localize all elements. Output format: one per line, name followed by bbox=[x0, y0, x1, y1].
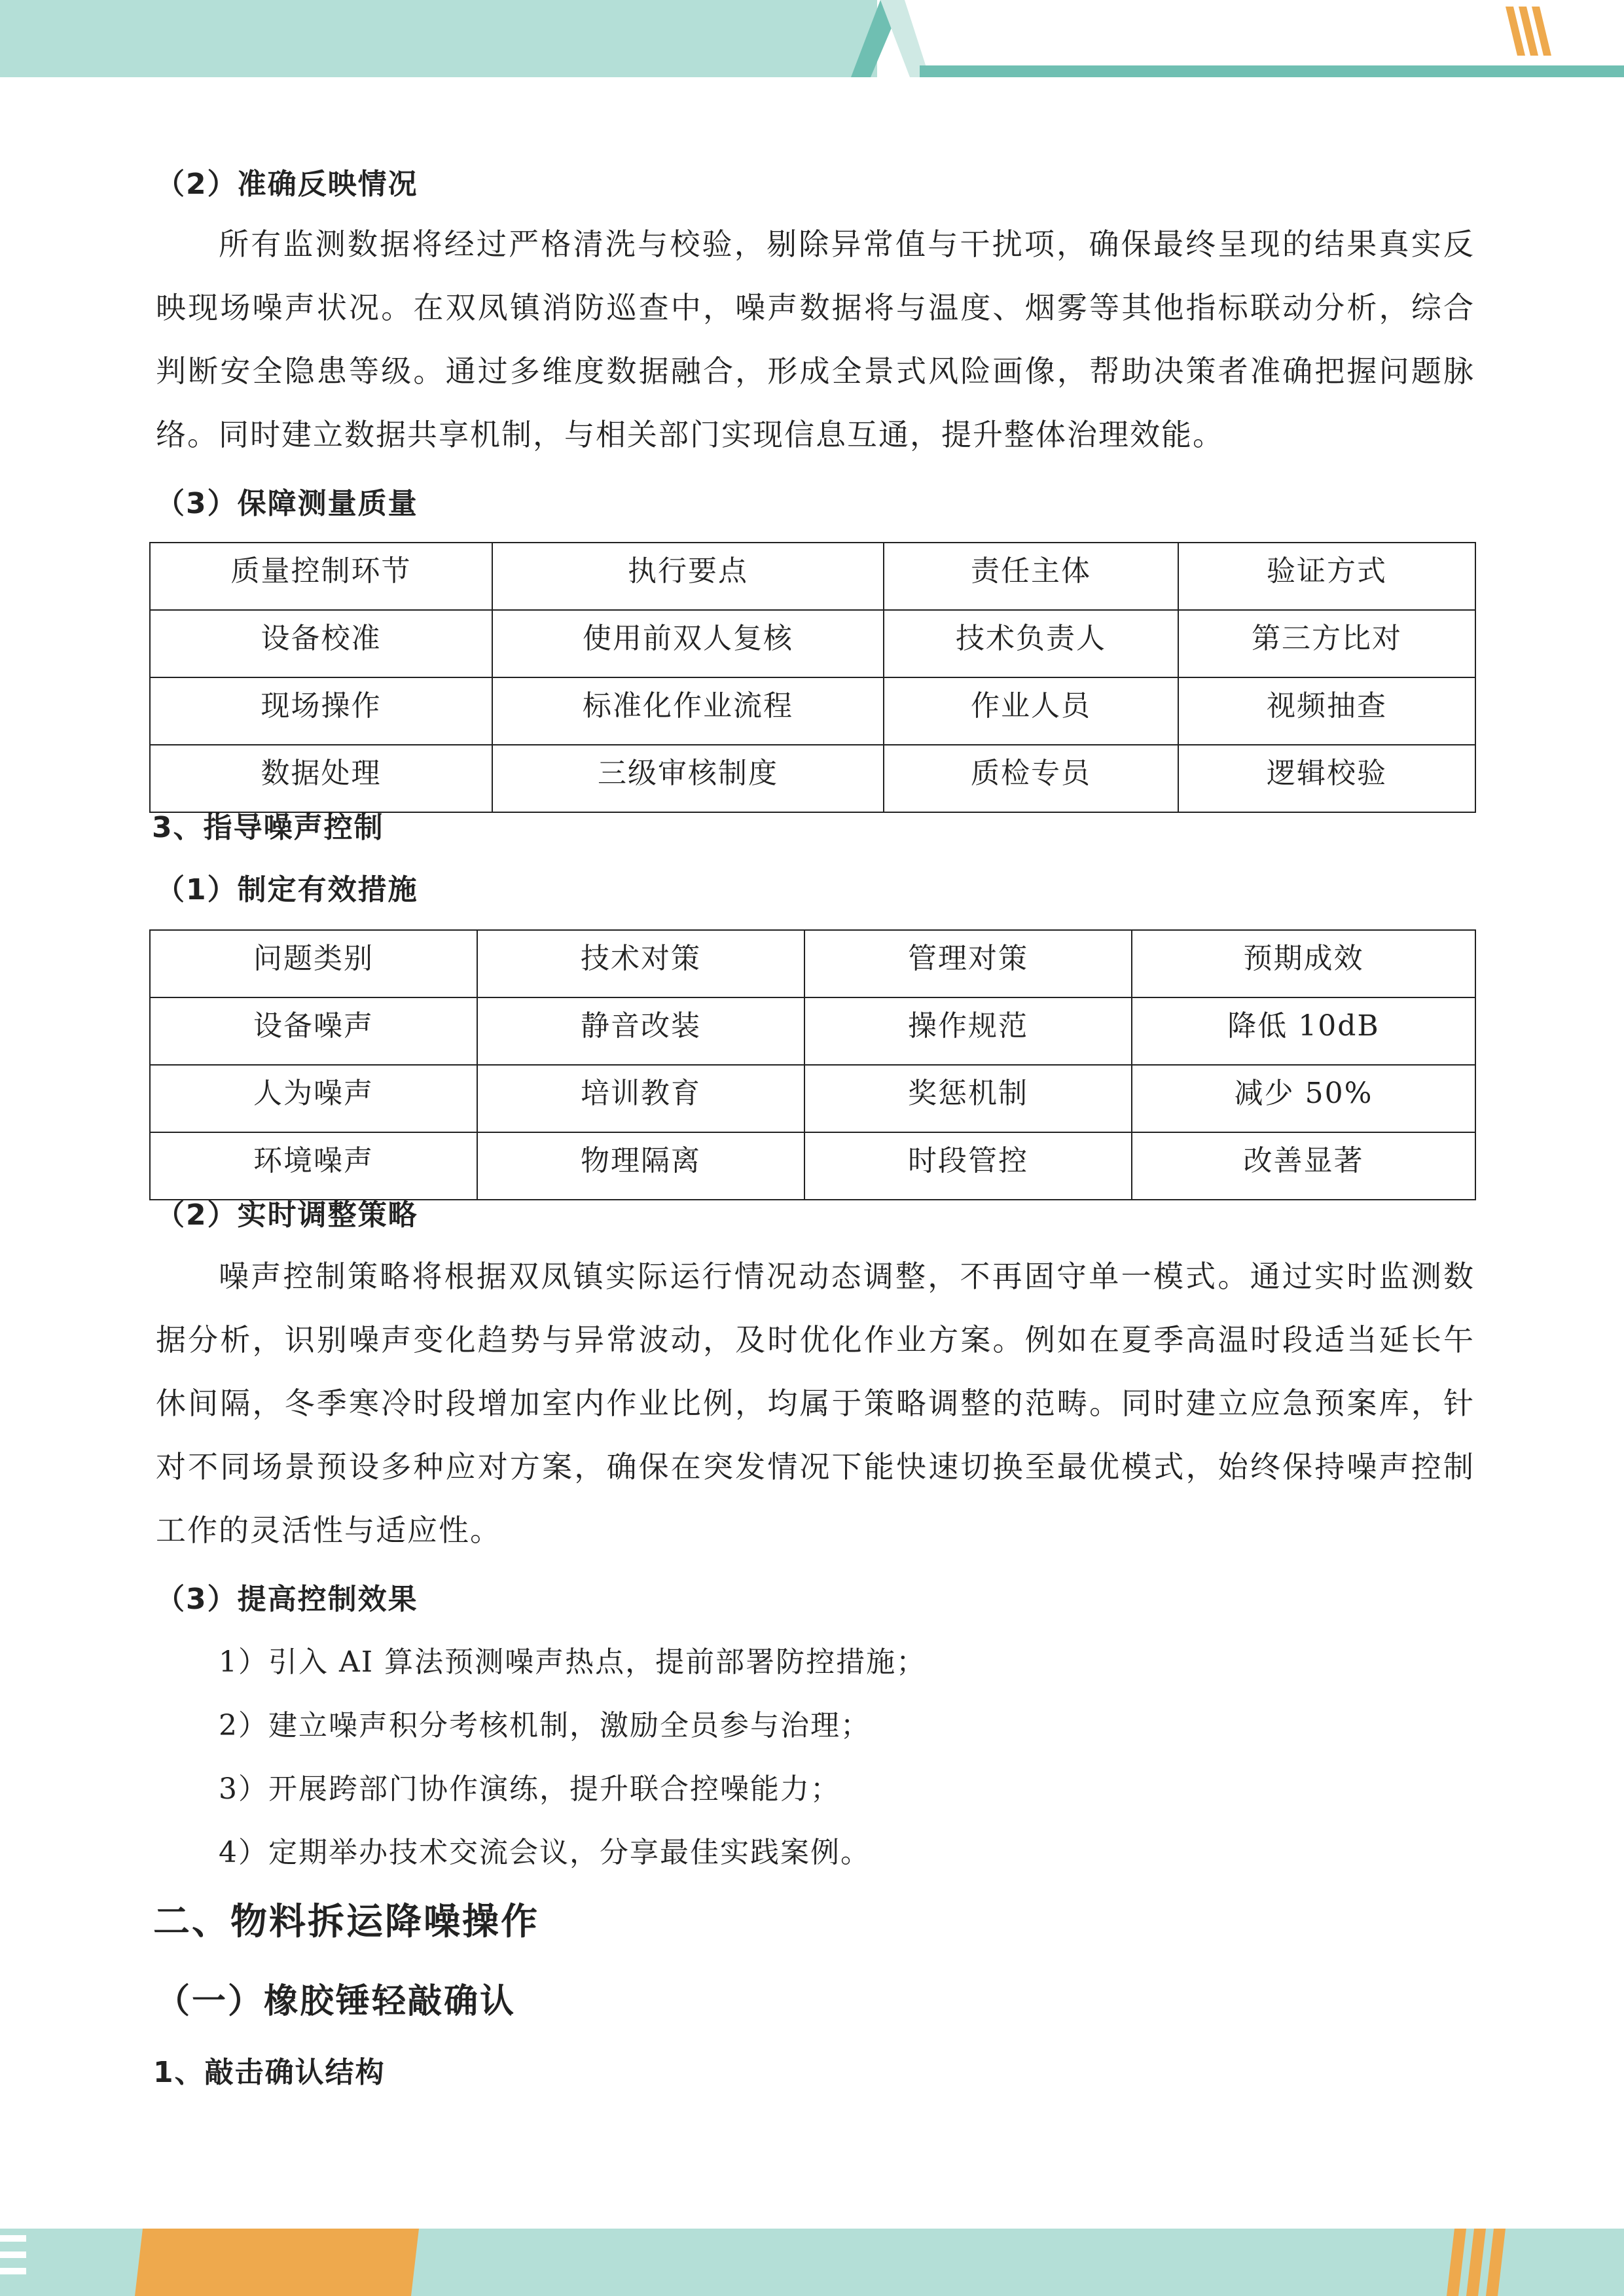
table-header-cell: 执行要点 bbox=[492, 543, 884, 610]
table-header-row bbox=[150, 543, 1475, 610]
table-cell: 逻辑校验 bbox=[1178, 745, 1475, 812]
quality-table bbox=[149, 542, 1476, 813]
table-header-cell: 责任主体 bbox=[884, 543, 1178, 610]
table-row bbox=[150, 1132, 1475, 1200]
footer-banner bbox=[0, 2229, 1624, 2296]
slash-stripes-icon bbox=[1506, 7, 1551, 56]
paragraph: 噪声控制策略将根据双凤镇实际运行情况动态调整，不再固守单一模式。通过实时监测数据分析，识别噪声变化趋势与异常波动，及时优化作业方案。例如在夏季高温时段适当延长午休间隔，冬季寒冷时段增加室内作业比例，均属于策略调整的范畴。同时建立应急预案库，针对不同场景预设多种应对方案，确保在突发情况下能快速切换至最优模式，始终保持噪声控制工作的灵活性与适应性。 bbox=[156, 1259, 1475, 1548]
table-row bbox=[150, 997, 1475, 1065]
table-header-cell: 技术对策 bbox=[477, 930, 804, 997]
section-heading: （2）实时调整策略 bbox=[156, 1198, 418, 1232]
subchapter-heading: （一）橡胶锤轻敲确认 bbox=[156, 1982, 516, 2021]
table-cell: 静音改装 bbox=[477, 997, 804, 1065]
table-cell: 物理隔离 bbox=[477, 1132, 804, 1200]
table-cell: 视频抽查 bbox=[1178, 677, 1475, 745]
table-cell: 技术负责人 bbox=[884, 610, 1178, 677]
table-cell: 减少 50% bbox=[1132, 1065, 1475, 1132]
measures-table bbox=[149, 929, 1476, 1200]
table-row bbox=[150, 1065, 1475, 1132]
table-header-cell: 预期成效 bbox=[1132, 930, 1475, 997]
table-cell: 培训教育 bbox=[477, 1065, 804, 1132]
table-header-cell: 验证方式 bbox=[1178, 543, 1475, 610]
table-header-row bbox=[150, 930, 1475, 997]
slash-stripes-icon bbox=[1447, 2229, 1506, 2296]
table-cell: 标准化作业流程 bbox=[492, 677, 884, 745]
table-header-cell: 问题类别 bbox=[150, 930, 477, 997]
table-row bbox=[150, 677, 1475, 745]
table-cell: 作业人员 bbox=[884, 677, 1178, 745]
table-cell: 使用前双人复核 bbox=[492, 610, 884, 677]
table-cell: 现场操作 bbox=[150, 677, 492, 745]
table-cell: 时段管控 bbox=[804, 1132, 1132, 1200]
section-heading: （3）保障测量质量 bbox=[156, 487, 418, 520]
table-row bbox=[150, 610, 1475, 677]
table-header-cell: 质量控制环节 bbox=[150, 543, 492, 610]
table-cell: 降低 10dB bbox=[1132, 997, 1475, 1065]
table-cell: 人为噪声 bbox=[150, 1065, 477, 1132]
table-row bbox=[150, 745, 1475, 812]
section-heading: （1）制定有效措施 bbox=[156, 873, 418, 906]
section-heading: 3、指导噪声控制 bbox=[152, 811, 384, 844]
list-item: 1）引入 AI 算法预测噪声热点，提前部署防控措施； bbox=[219, 1645, 927, 1679]
table-cell: 操作规范 bbox=[804, 997, 1132, 1065]
table-cell: 设备校准 bbox=[150, 610, 492, 677]
chapter-heading: 二、物料拆运降噪操作 bbox=[153, 1901, 539, 1943]
table-cell: 数据处理 bbox=[150, 745, 492, 812]
paragraph: 所有监测数据将经过严格清洗与校验，剔除异常值与干扰项，确保最终呈现的结果真实反映现场噪声状况。在双凤镇消防巡查中，噪声数据将与温度、烟雾等其他指标联动分析，综合判断安全隐患等级。通过多维度数据融合，形成全景式风险画像，帮助决策者准确把握问题脉络。同时建立数据共享机制，与相关部门实现信息互通，提升整体治理效能。 bbox=[156, 226, 1475, 452]
table-cell: 环境噪声 bbox=[150, 1132, 477, 1200]
table-cell: 设备噪声 bbox=[150, 997, 477, 1065]
table-cell: 奖惩机制 bbox=[804, 1065, 1132, 1132]
list-item: 3）开展跨部门协作演练，提升联合控噪能力； bbox=[219, 1772, 840, 1806]
table-header-cell: 管理对策 bbox=[804, 930, 1132, 997]
section-heading: 1、敲击确认结构 bbox=[153, 2056, 386, 2089]
list-item: 4）定期举办技术交流会议，分享最佳实践案例。 bbox=[219, 1836, 871, 1869]
header-banner bbox=[0, 0, 1624, 85]
section-heading: （2）准确反映情况 bbox=[156, 168, 418, 201]
table-cell: 第三方比对 bbox=[1178, 610, 1475, 677]
list-item: 2）建立噪声积分考核机制，激励全员参与治理； bbox=[219, 1709, 871, 1742]
table-cell: 改善显著 bbox=[1132, 1132, 1475, 1200]
table-cell: 三级审核制度 bbox=[492, 745, 884, 812]
table-cell: 质检专员 bbox=[884, 745, 1178, 812]
section-heading: （3）提高控制效果 bbox=[156, 1583, 418, 1616]
